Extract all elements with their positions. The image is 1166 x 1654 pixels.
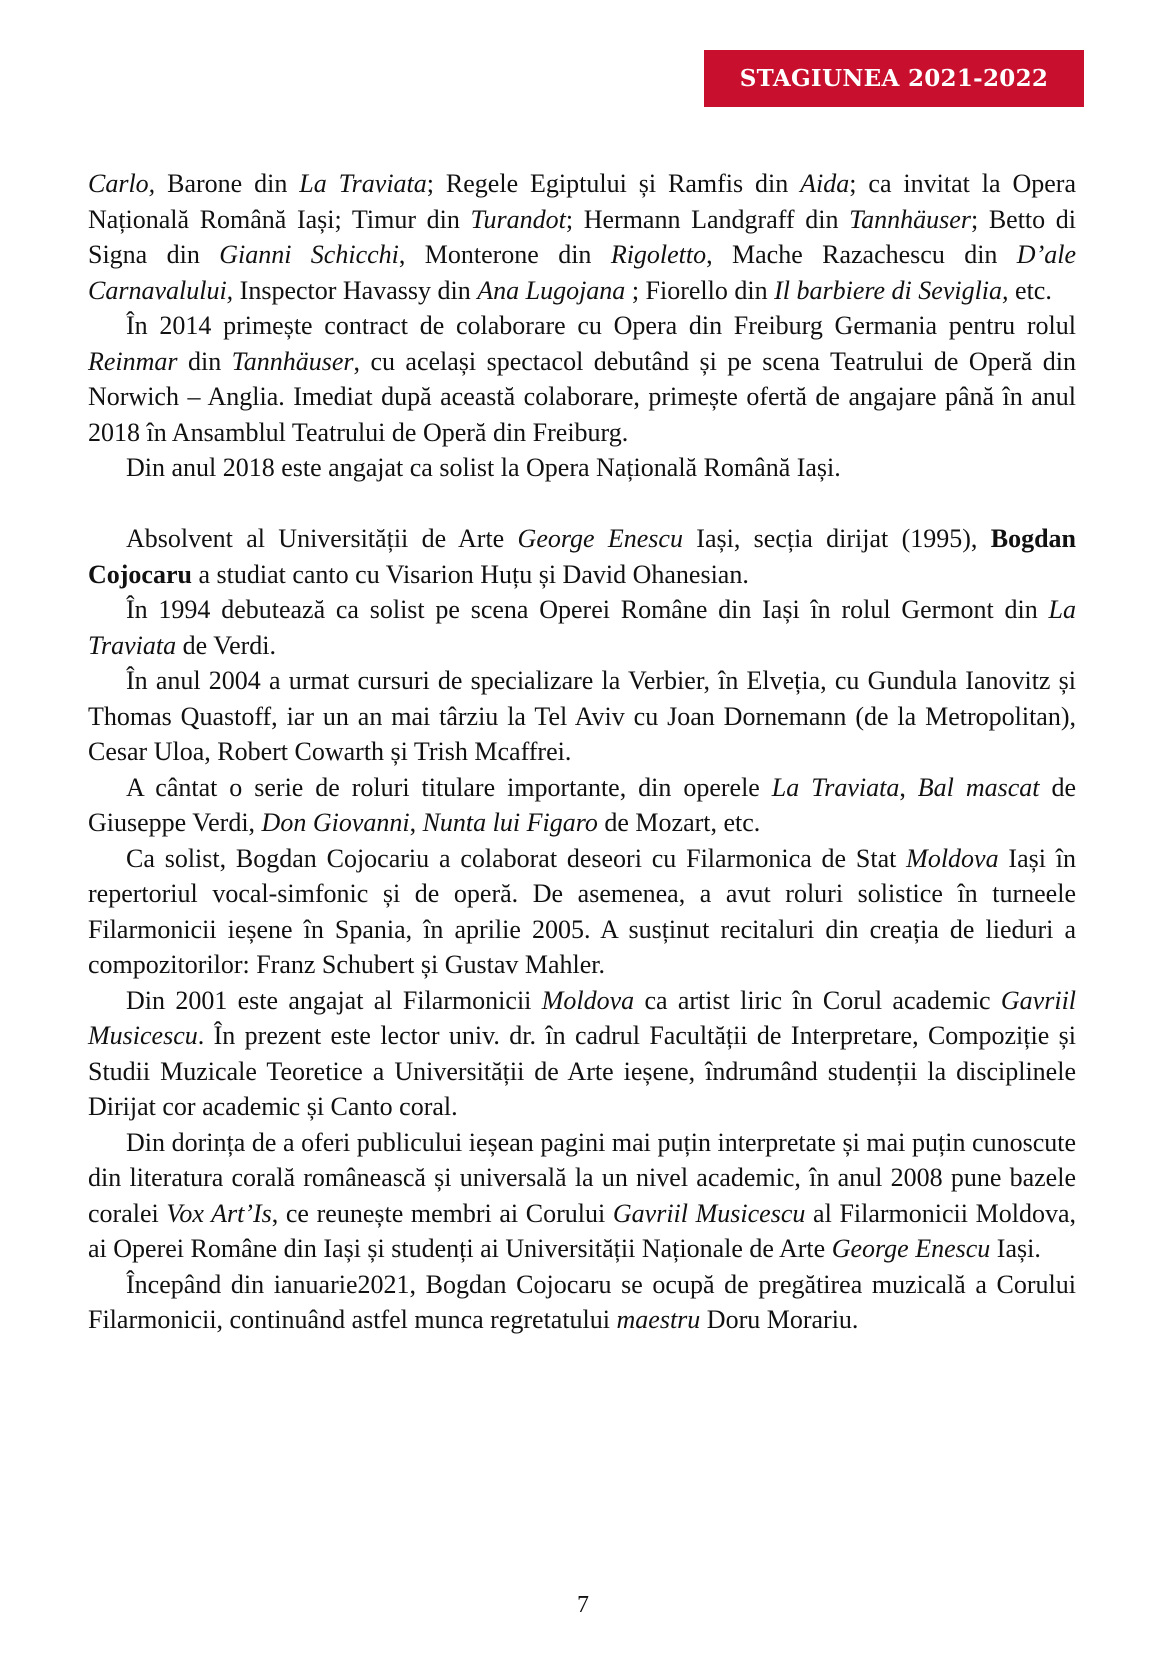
paragraph — [88, 1125, 1076, 1267]
body-text — [88, 166, 1076, 1338]
italic-title: Tannhäuser — [849, 204, 971, 234]
italic-title: Nunta lui Figaro — [422, 808, 598, 837]
text-run: , ce reunește membri ai Corului — [271, 1198, 613, 1228]
paragraph — [88, 983, 1076, 1125]
paragraph — [88, 841, 1076, 983]
italic-title: Moldova — [541, 985, 635, 1015]
text-run: . În prezent este lector univ. dr. în cadrul Facultății de Interpretare, Compoziție și Studii Muzicale Teoretice a Universității de Arte ieșene, îndrumând studenții la disciplinele Dirijat cor academic și Canto coral. — [88, 1021, 1076, 1121]
paragraph — [88, 450, 1076, 486]
text-run: Începând din ianuarie2021, Bogdan Cojocaru se ocupă de pregătirea muzicală a Corului Filarmonicii, continuând astfel munca regretatului — [88, 1269, 1076, 1334]
text-run: din — [177, 346, 232, 376]
italic-title: La Traviata — [299, 169, 427, 198]
italic-title: Il barbiere di Seviglia, — [774, 275, 1009, 305]
text-run: , — [899, 772, 918, 802]
paragraph — [88, 663, 1076, 770]
italic-title: Tannhäuser — [231, 346, 354, 376]
text-run: de Mozart, etc. — [597, 808, 761, 837]
italic-title: Bal mascat — [917, 772, 1040, 802]
text-run: ; ca invitat la Opera Națională Română Iași; Timur din — [88, 169, 1076, 234]
page-number: 7 — [577, 1592, 589, 1618]
text-run: ; Hermann Landgraff din — [565, 204, 850, 234]
text-run: ; Betto di Signa din — [88, 204, 1077, 269]
text-run: etc. — [1008, 275, 1052, 305]
text-run: În 2014 primește contract de colaborare cu Opera din Freiburg Germania pentru rolul — [126, 311, 1076, 340]
italic-title: Rigoletto — [610, 240, 707, 269]
text-run: Iași, secția dirijat (1995), — [682, 524, 991, 553]
paragraph — [88, 770, 1076, 841]
text-run: ca artist liric în Corul academic — [634, 985, 1001, 1015]
text-run: Ca solist, Bogdan Cojocariu a colaborat deseori cu Filarmonica de Stat — [126, 843, 907, 873]
text-run: , Mache Razachescu din — [706, 240, 1017, 269]
text-run: al Filarmonicii Moldova, ai Operei Române din Iași și studenți ai Universității Naționale de Arte — [88, 1198, 1077, 1263]
text-run: Din dorința de a oferi publicului ieșean pagini mai puțin interpretate și mai puțin cunoscute din literatura corală românească și universală la un nivel academic, în anul 2008 pune bazele coralei — [88, 1127, 1076, 1228]
italic-title: Reinmar — [88, 346, 178, 376]
italic-title: D’ale Carnavalului, — [88, 240, 1076, 305]
italic-title: Moldova — [906, 843, 999, 873]
text-run: de Giuseppe Verdi, — [88, 772, 1077, 837]
text-run: de Verdi. — [176, 630, 277, 660]
text-run: a studiat canto cu Visarion Huțu și David Ohanesian. — [191, 559, 749, 589]
text-run: A cântat o serie de roluri titulare importante, din operele — [126, 772, 772, 802]
paragraph — [88, 308, 1076, 450]
bold-name: Bogdan Cojocaru — [88, 524, 1076, 589]
text-run: Inspector Havassy din — [233, 275, 478, 305]
italic-title: George Enescu — [831, 1234, 991, 1263]
text-run: Iași în repertoriul vocal-simfonic și de operă. De asemenea, a avut roluri solistice în turneele Filarmonicii ieșene în Spania, în aprilie 2005. A susținut recitaluri din creația de lieduri a compozitorilor: Franz Schubert și Gustav Mahler. — [88, 843, 1076, 979]
paragraph — [88, 1267, 1076, 1338]
italic-title: Gavriil Musicescu — [88, 985, 1077, 1050]
text-run: Iași. — [990, 1234, 1041, 1263]
season-header-badge — [704, 50, 1084, 107]
italic-title: Ana Lugojana — [477, 275, 626, 305]
italic-title: Aida — [800, 169, 850, 198]
text-run: ; Regele Egiptului și Ramfis din — [426, 169, 801, 198]
season-header-label: STAGIUNEA 2021-2022 — [739, 65, 1049, 92]
text-run: , cu același spectacol debutând și pe scena Teatrului de Operă din Norwich – Anglia. Imediat după această colaborare, primește ofertă de angajare până în anul 2018 în Ansamblul Teatrului de Operă din Freiburg. — [88, 346, 1077, 447]
text-run: Din 2001 este angajat al Filarmonicii — [126, 985, 542, 1015]
italic-title: Vox Art’Is — [166, 1198, 272, 1228]
text-run: Din anul 2018 este angajat ca solist la Opera Națională Română Iași. — [126, 453, 841, 482]
italic-title: Carlo, — [88, 169, 156, 198]
italic-title: Gavriil Musicescu — [612, 1198, 806, 1228]
text-run: ; Fiorello din — [625, 275, 775, 305]
italic-title: maestru — [616, 1305, 701, 1334]
italic-title: Don Giovanni — [261, 808, 410, 837]
paragraph — [88, 592, 1076, 663]
text-run: În anul 2004 a urmat cursuri de specializare la Verbier, în Elveția, cu Gundula Ianovitz și Thomas Quastoff, iar un an mai târziu la Tel Aviv cu Joan Dornemann (de la Metropolitan), Cesar Uloa, Robert Cowarth și Trish Mcaffrei. — [88, 666, 1076, 766]
italic-title: La Traviata — [771, 772, 900, 802]
text-run: În 1994 debutează ca solist pe scena Operei Române din Iași în rolul Germont din — [126, 595, 1049, 624]
text-run: Doru Morariu. — [700, 1305, 859, 1334]
paragraph — [88, 166, 1076, 308]
paragraph — [88, 521, 1076, 592]
italic-title: Gianni Schicchi — [219, 240, 399, 269]
italic-title: George Enescu — [517, 524, 683, 553]
text-run: Barone din — [155, 169, 300, 198]
text-run: Absolvent al Universității de Arte — [126, 524, 518, 553]
text-run: , Monterone din — [398, 240, 611, 269]
text-run: , — [409, 808, 423, 837]
italic-title: Turandot — [470, 204, 566, 234]
italic-title: La Traviata — [88, 595, 1076, 660]
